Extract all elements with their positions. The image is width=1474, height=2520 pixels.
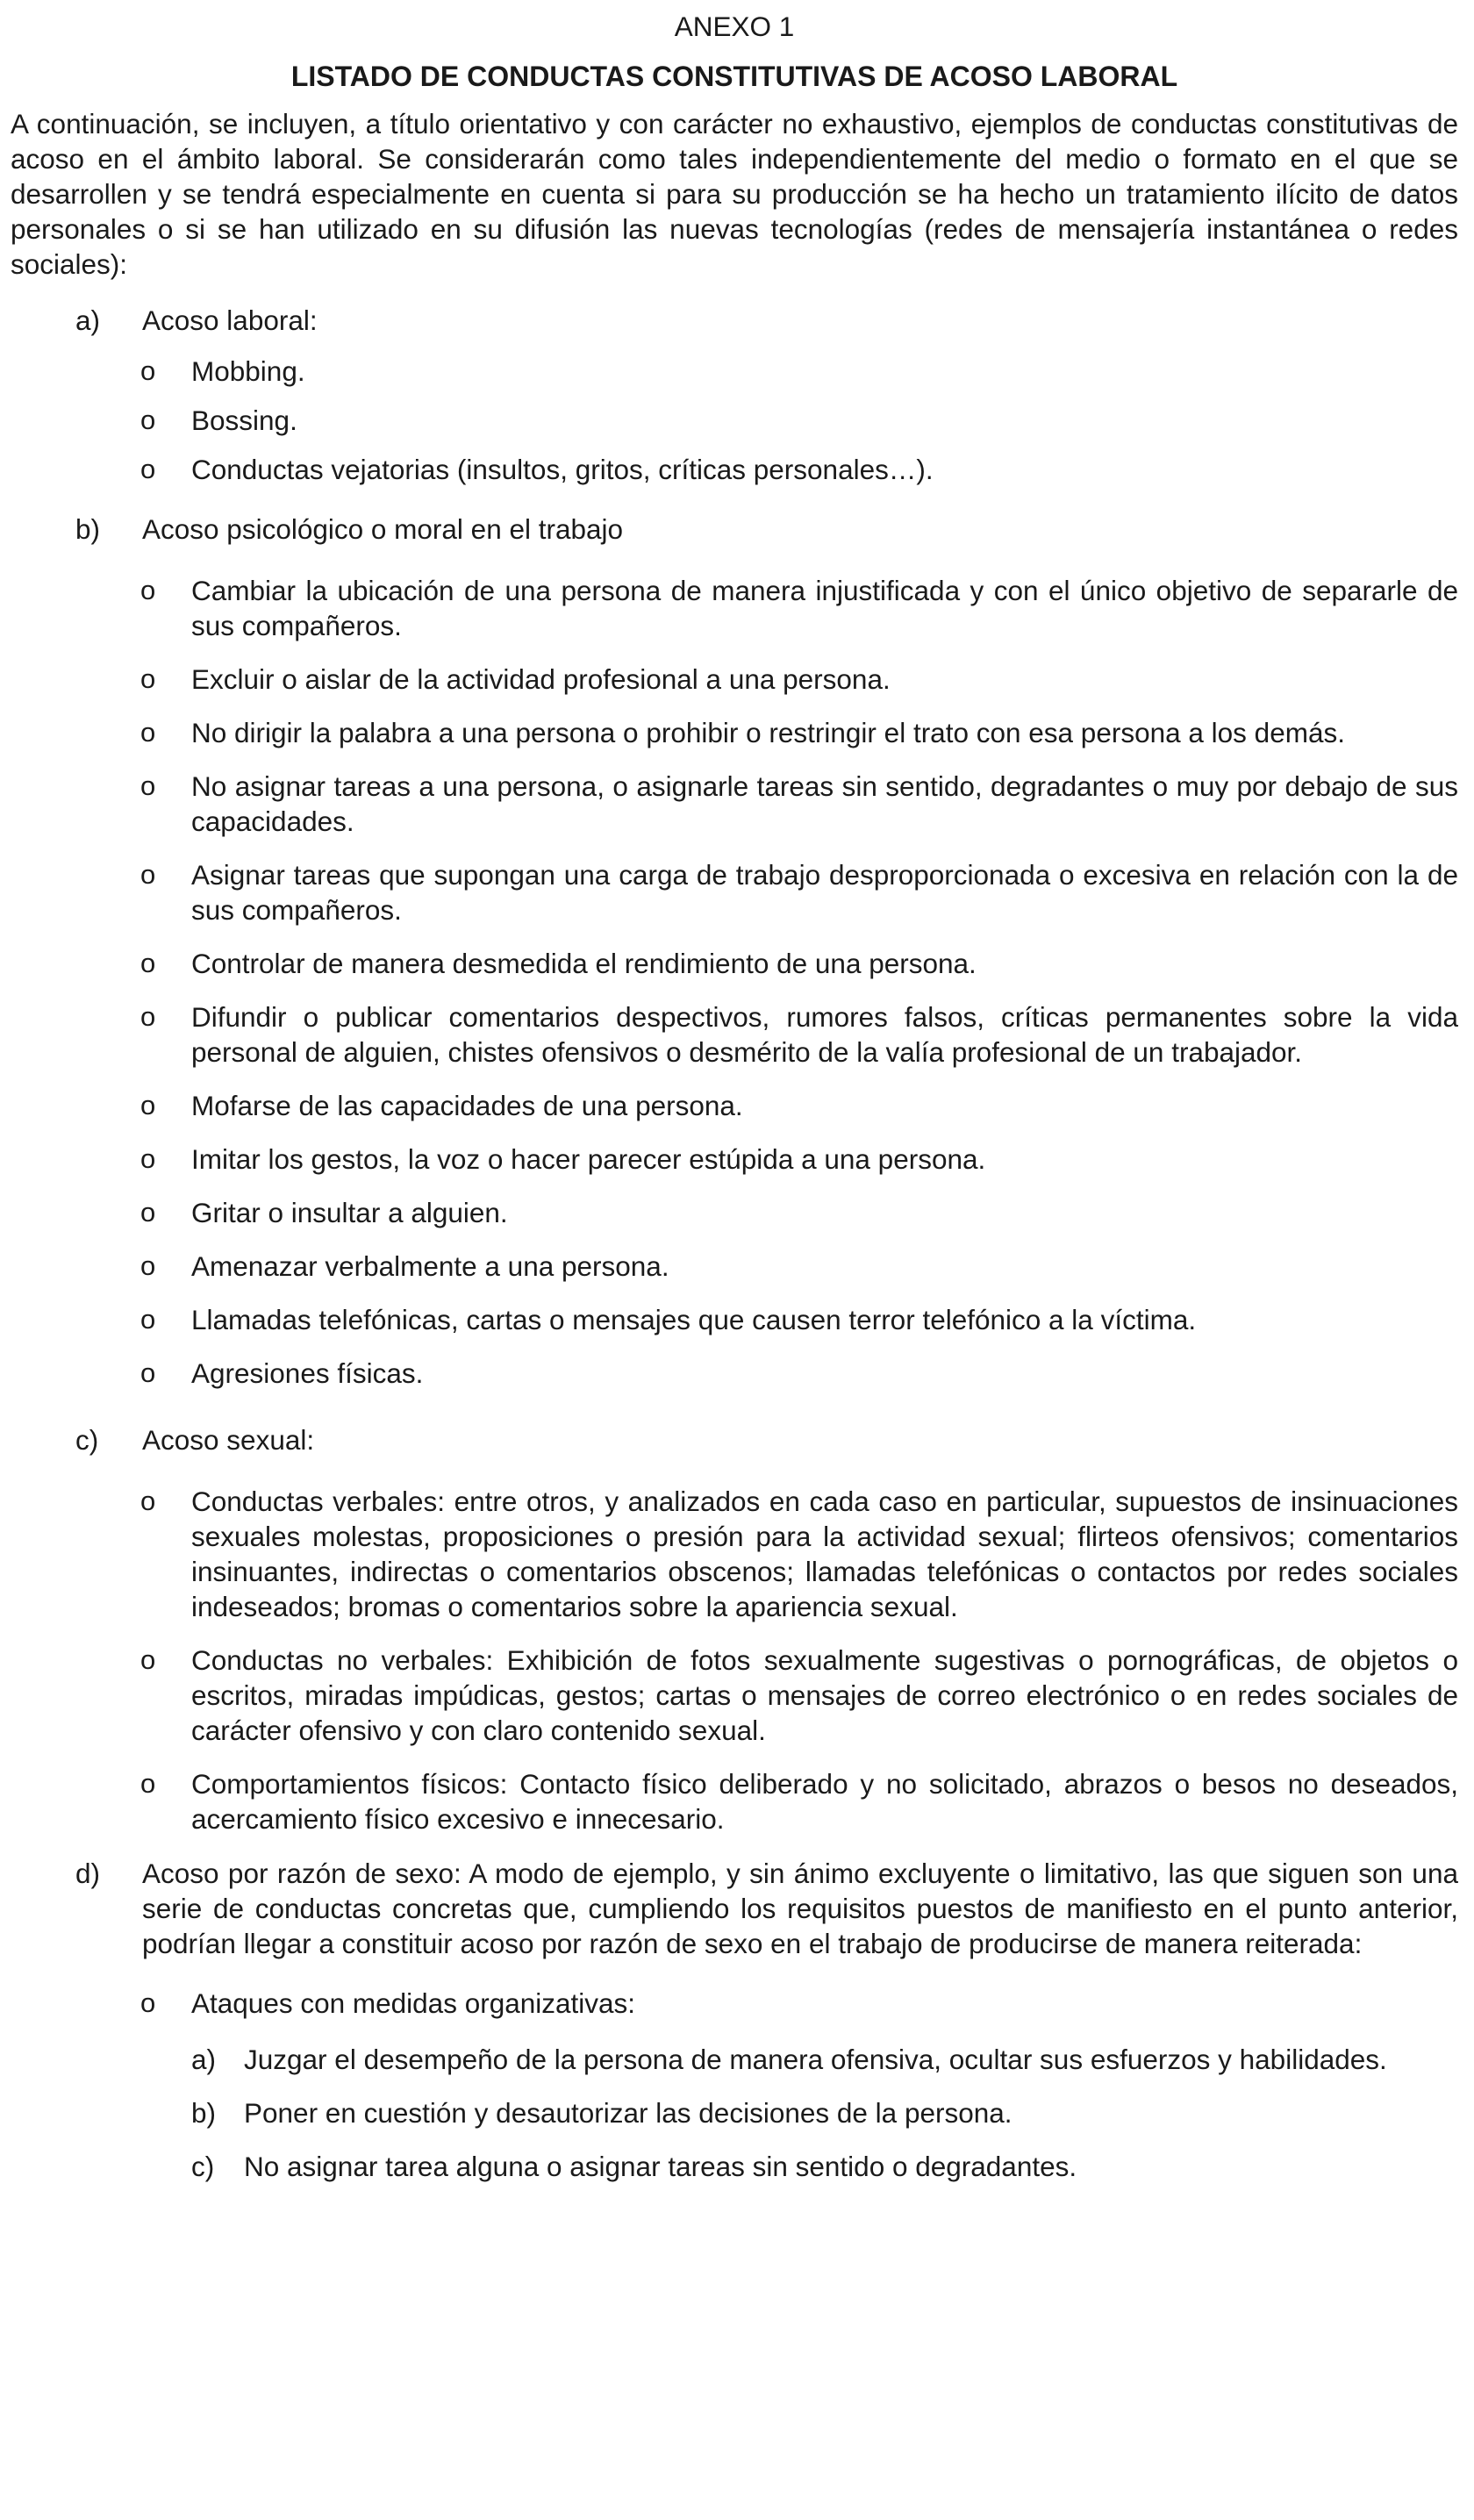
section-a <box>11 303 1458 338</box>
list-item: o No asignar tareas a una persona, o asignarle tareas sin sentido, degradantes o muy por debajo de sus capacidades. <box>140 770 1458 837</box>
sub-list-item: c) No asignar tarea alguna o asignar tareas sin sentido o degradantes. <box>191 2151 1077 2182</box>
bullet-icon: o <box>140 355 156 386</box>
list-item: o Conductas verbales: entre otros, y analizados en cada caso en particular, supuestos de insinuaciones sexuales molestas, proposiciones o presión para la actividad sexual; flirteos ofensivos; comentarios insinuantes, indirectas o comentarios obscenos; llamadas telefónicas o contactos por redes sociales indeseados; bromas o comentarios sobre la apariencia sexual. <box>140 1486 1458 1622</box>
list-item: o Difundir o publicar comentarios despectivos, rumores falsos, críticas permanentes sobre la vida personal de alguien, chistes ofensivos o desmérito de la valía profesional de un trabajador. <box>140 1001 1458 1068</box>
section-d-label: d) <box>75 1858 101 1889</box>
list-item: o Asignar tareas que supongan una carga de trabajo desproporcionada o excesiva en relación con la de sus compañeros. <box>140 859 1458 926</box>
sub-list-item: b) Poner en cuestión y desautorizar las decisiones de la persona. <box>191 2097 1012 2129</box>
list-item: o Bossing. <box>140 404 297 436</box>
list-item: o Amenazar verbalmente a una persona. <box>140 1250 669 1282</box>
bullet-icon: o <box>140 1143 156 1174</box>
intro-paragraph: A continuación, se incluyen, a título orientativo y con carácter no exhaustivo, ejemplos de conductas constitutivas de acoso en el ámbito laboral. Se considerarán como tales independientemente del medio o formato en el que se desarrollen y se tendrá especialmente en cuenta si para su producción se ha hecho un tratamiento ilícito de datos personales o si se han utilizado en su difusión las nuevas tecnologías (redes de mensajería instantánea o redes sociales): <box>11 108 1458 280</box>
list-item: o Agresiones físicas. <box>140 1357 424 1389</box>
bullet-icon: o <box>140 1197 156 1228</box>
list-item: o Imitar los gestos, la voz o hacer parecer estúpida a una persona. <box>140 1143 986 1175</box>
list-item: o Conductas no verbales: Exhibición de fotos sexualmente sugestivas o pornográficas, de objetos o escritos, miradas impúdicas, gestos; cartas o mensajes de correo electrónico o en redes sociales de carácter ofensivo y con claro contenido sexual. <box>140 1644 1458 1746</box>
section-c-text: Acoso sexual: <box>142 1424 315 1456</box>
list-item: o Llamadas telefónicas, cartas o mensajes que causen terror telefónico a la víctima. <box>140 1304 1197 1335</box>
bullet-icon: o <box>140 1250 156 1281</box>
bullet-icon: o <box>140 1486 156 1516</box>
section-b <box>11 512 1458 547</box>
section-a-text: Acoso laboral: <box>142 304 318 336</box>
bullet-icon: o <box>140 1768 156 1799</box>
list-item: o Controlar de manera desmedida el rendimiento de una persona. <box>140 948 977 979</box>
bullet-icon: o <box>140 770 156 801</box>
section-d <box>11 1856 1458 1961</box>
bullet-icon: o <box>140 1987 156 2018</box>
bullet-icon: o <box>140 1090 156 1120</box>
bullet-icon: o <box>140 1644 156 1675</box>
list-item: o Mofarse de las capacidades de una persona. <box>140 1090 743 1121</box>
list-item: o Mobbing. <box>140 355 305 387</box>
bullet-icon: o <box>140 859 156 890</box>
bullet-icon: o <box>140 404 156 435</box>
sub-list-item: a) Juzgar el desempeño de la persona de manera ofensiva, ocultar sus esfuerzos y habilidades. <box>191 2044 1387 2075</box>
section-b-label: b) <box>75 513 101 545</box>
list-item: o Gritar o insultar a alguien. <box>140 1197 508 1228</box>
list-item: o Comportamientos físicos: Contacto físico deliberado y no solicitado, abrazos o besos no deseados, acercamiento físico excesivo e innecesario. <box>140 1768 1458 1835</box>
list-item: o Excluir o aislar de la actividad profesional a una persona. <box>140 663 891 695</box>
section-b-text: Acoso psicológico o moral en el trabajo <box>142 513 624 545</box>
bullet-icon: o <box>140 575 156 605</box>
bullet-icon: o <box>140 1001 156 1032</box>
section-c-label: c) <box>75 1424 99 1456</box>
list-item: o No dirigir la palabra a una persona o prohibir o restringir el trato con esa persona a los demás. <box>140 717 1345 748</box>
bullet-icon: o <box>140 663 156 694</box>
page-title: LISTADO DE CONDUCTAS CONSTITUTIVAS DE ACOSO LABORAL <box>290 61 1178 92</box>
annex-heading: ANEXO 1 <box>674 11 795 42</box>
section-c <box>11 1422 1458 1457</box>
list-item: o Cambiar la ubicación de una persona de manera injustificada y con el único objetivo de separarle de sus compañeros. <box>140 575 1458 641</box>
bullet-icon: o <box>140 1357 156 1388</box>
section-d-text: Acoso por razón de sexo: A modo de ejemplo, y sin ánimo excluyente o limitativo, las que siguen son una serie de conductas concretas que, cumpliendo los requisitos puestos de manifiesto en el punto anterior, podrían llegar a constituir acoso por razón de sexo en el trabajo de producirse de manera reiterada: <box>142 1858 1458 1959</box>
bullet-icon: o <box>140 717 156 748</box>
bullet-icon: o <box>140 948 156 978</box>
section-a-label: a) <box>75 304 101 336</box>
list-item: o Conductas vejatorias (insultos, gritos, críticas personales…). <box>140 454 934 485</box>
list-item: o Ataques con medidas organizativas: <box>140 1987 636 2019</box>
bullet-icon: o <box>140 1304 156 1335</box>
bullet-icon: o <box>140 454 156 484</box>
